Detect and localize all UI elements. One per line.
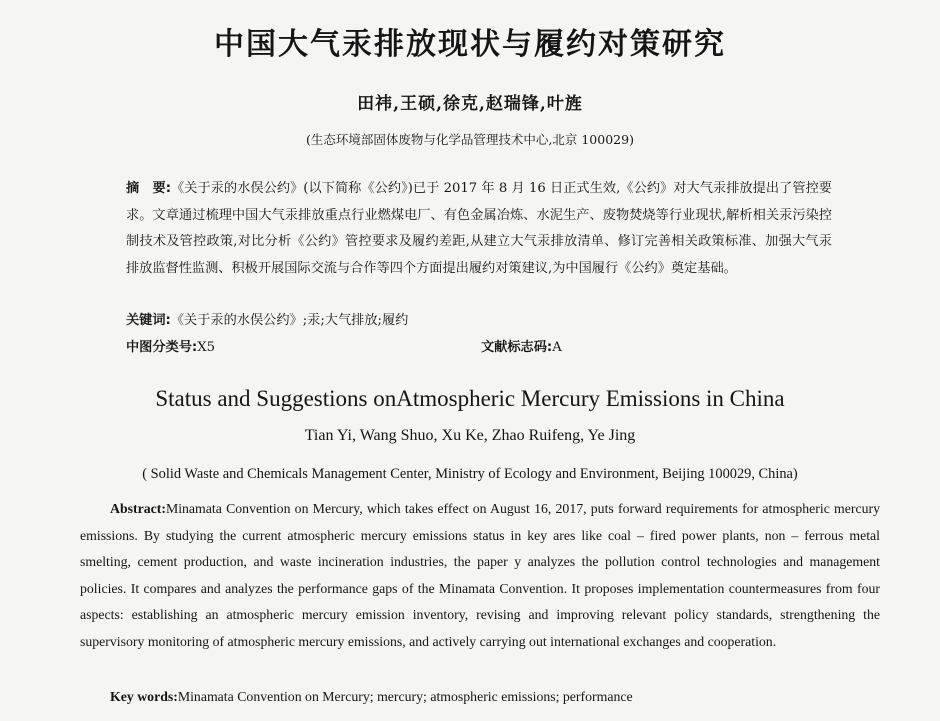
classification-line	[126, 335, 832, 361]
document-code-value: A	[552, 340, 562, 355]
english-title: Status and Suggestions onAtmospheric Mercury Emissions in China	[155, 386, 785, 411]
english-keywords-label: Key words:	[110, 689, 178, 704]
english-affiliation: ( Solid Waste and Chemicals Management Center, Ministry of Ecology and Environment, Beijing 100029, China)	[142, 466, 798, 482]
clc-value: X5	[197, 340, 215, 355]
english-abstract	[80, 496, 880, 656]
chinese-affiliation: (生态环境部固体废物与化学品管理技术中心,北京 100029)	[306, 132, 634, 147]
english-abstract-label: Abstract:	[110, 501, 166, 516]
english-authors: Tian Yi, Wang Shuo, Xu Ke, Zhao Ruifeng, Ye Jing	[304, 427, 636, 444]
chinese-keywords-label: 关键词:	[126, 313, 171, 328]
chinese-abstract	[126, 176, 832, 282]
chinese-keywords-text: 《关于汞的水俣公约》;汞;大气排放;履约	[170, 313, 409, 328]
chinese-keywords	[126, 308, 832, 334]
chinese-abstract-label: 摘 要:	[126, 181, 171, 196]
english-abstract-text: Minamata Convention on Mercury, which takes effect on August 16, 2017, puts forward requirements for atmospheric mercury emissions. By studying the current atmospheric mercury emissions status in key ares like coal – fired power plants, non – ferrous metal smelting, cement production, and waste incineration industries, the paper y analyzes the pollution control technologies and management policies. It compares and analyzes the performance gaps of the Minamata Convention. It proposes implementation countermeasures from four aspects: establishing an atmospheric mercury emission inventory, revising and improving relevant policy standards, strengthening the supervisory monitoring of atmospheric mercury emissions, and actively carrying out international exchanges and cooperation.	[80, 501, 880, 649]
chinese-abstract-text: 《关于汞的水俣公约》(以下简称《公约》)已于 2017 年 8 月 16 日正式生效,《公约》对大气汞排放提出了管控要求。文章通过梳理中国大气汞排放重点行业燃煤电厂、有色金属冶炼、水泥生产、废物焚烧等行业现状,解析相关汞污染控制技术及管控政策,对比分析《公约》管控要求及履约差距,从建立大气汞排放清单、修订完善相关政策标准、加强大气汞排放监督性监测、积极开展国际交流与合作等四个方面提出履约对策建议,为中国履行《公约》奠定基础。	[126, 181, 832, 276]
chinese-authors: 田祎,王硕,徐克,赵瑞锋,叶旌	[357, 94, 583, 114]
document-code-label: 文献标志码:	[481, 340, 553, 355]
english-keywords-text: Minamata Convention on Mercury; mercury; atmospheric emissions; performance	[177, 689, 633, 704]
clc-label: 中图分类号:	[126, 340, 198, 355]
chinese-title: 中国大气汞排放现状与履约对策研究	[214, 27, 726, 62]
english-keywords	[110, 684, 880, 710]
document-code	[481, 335, 562, 361]
